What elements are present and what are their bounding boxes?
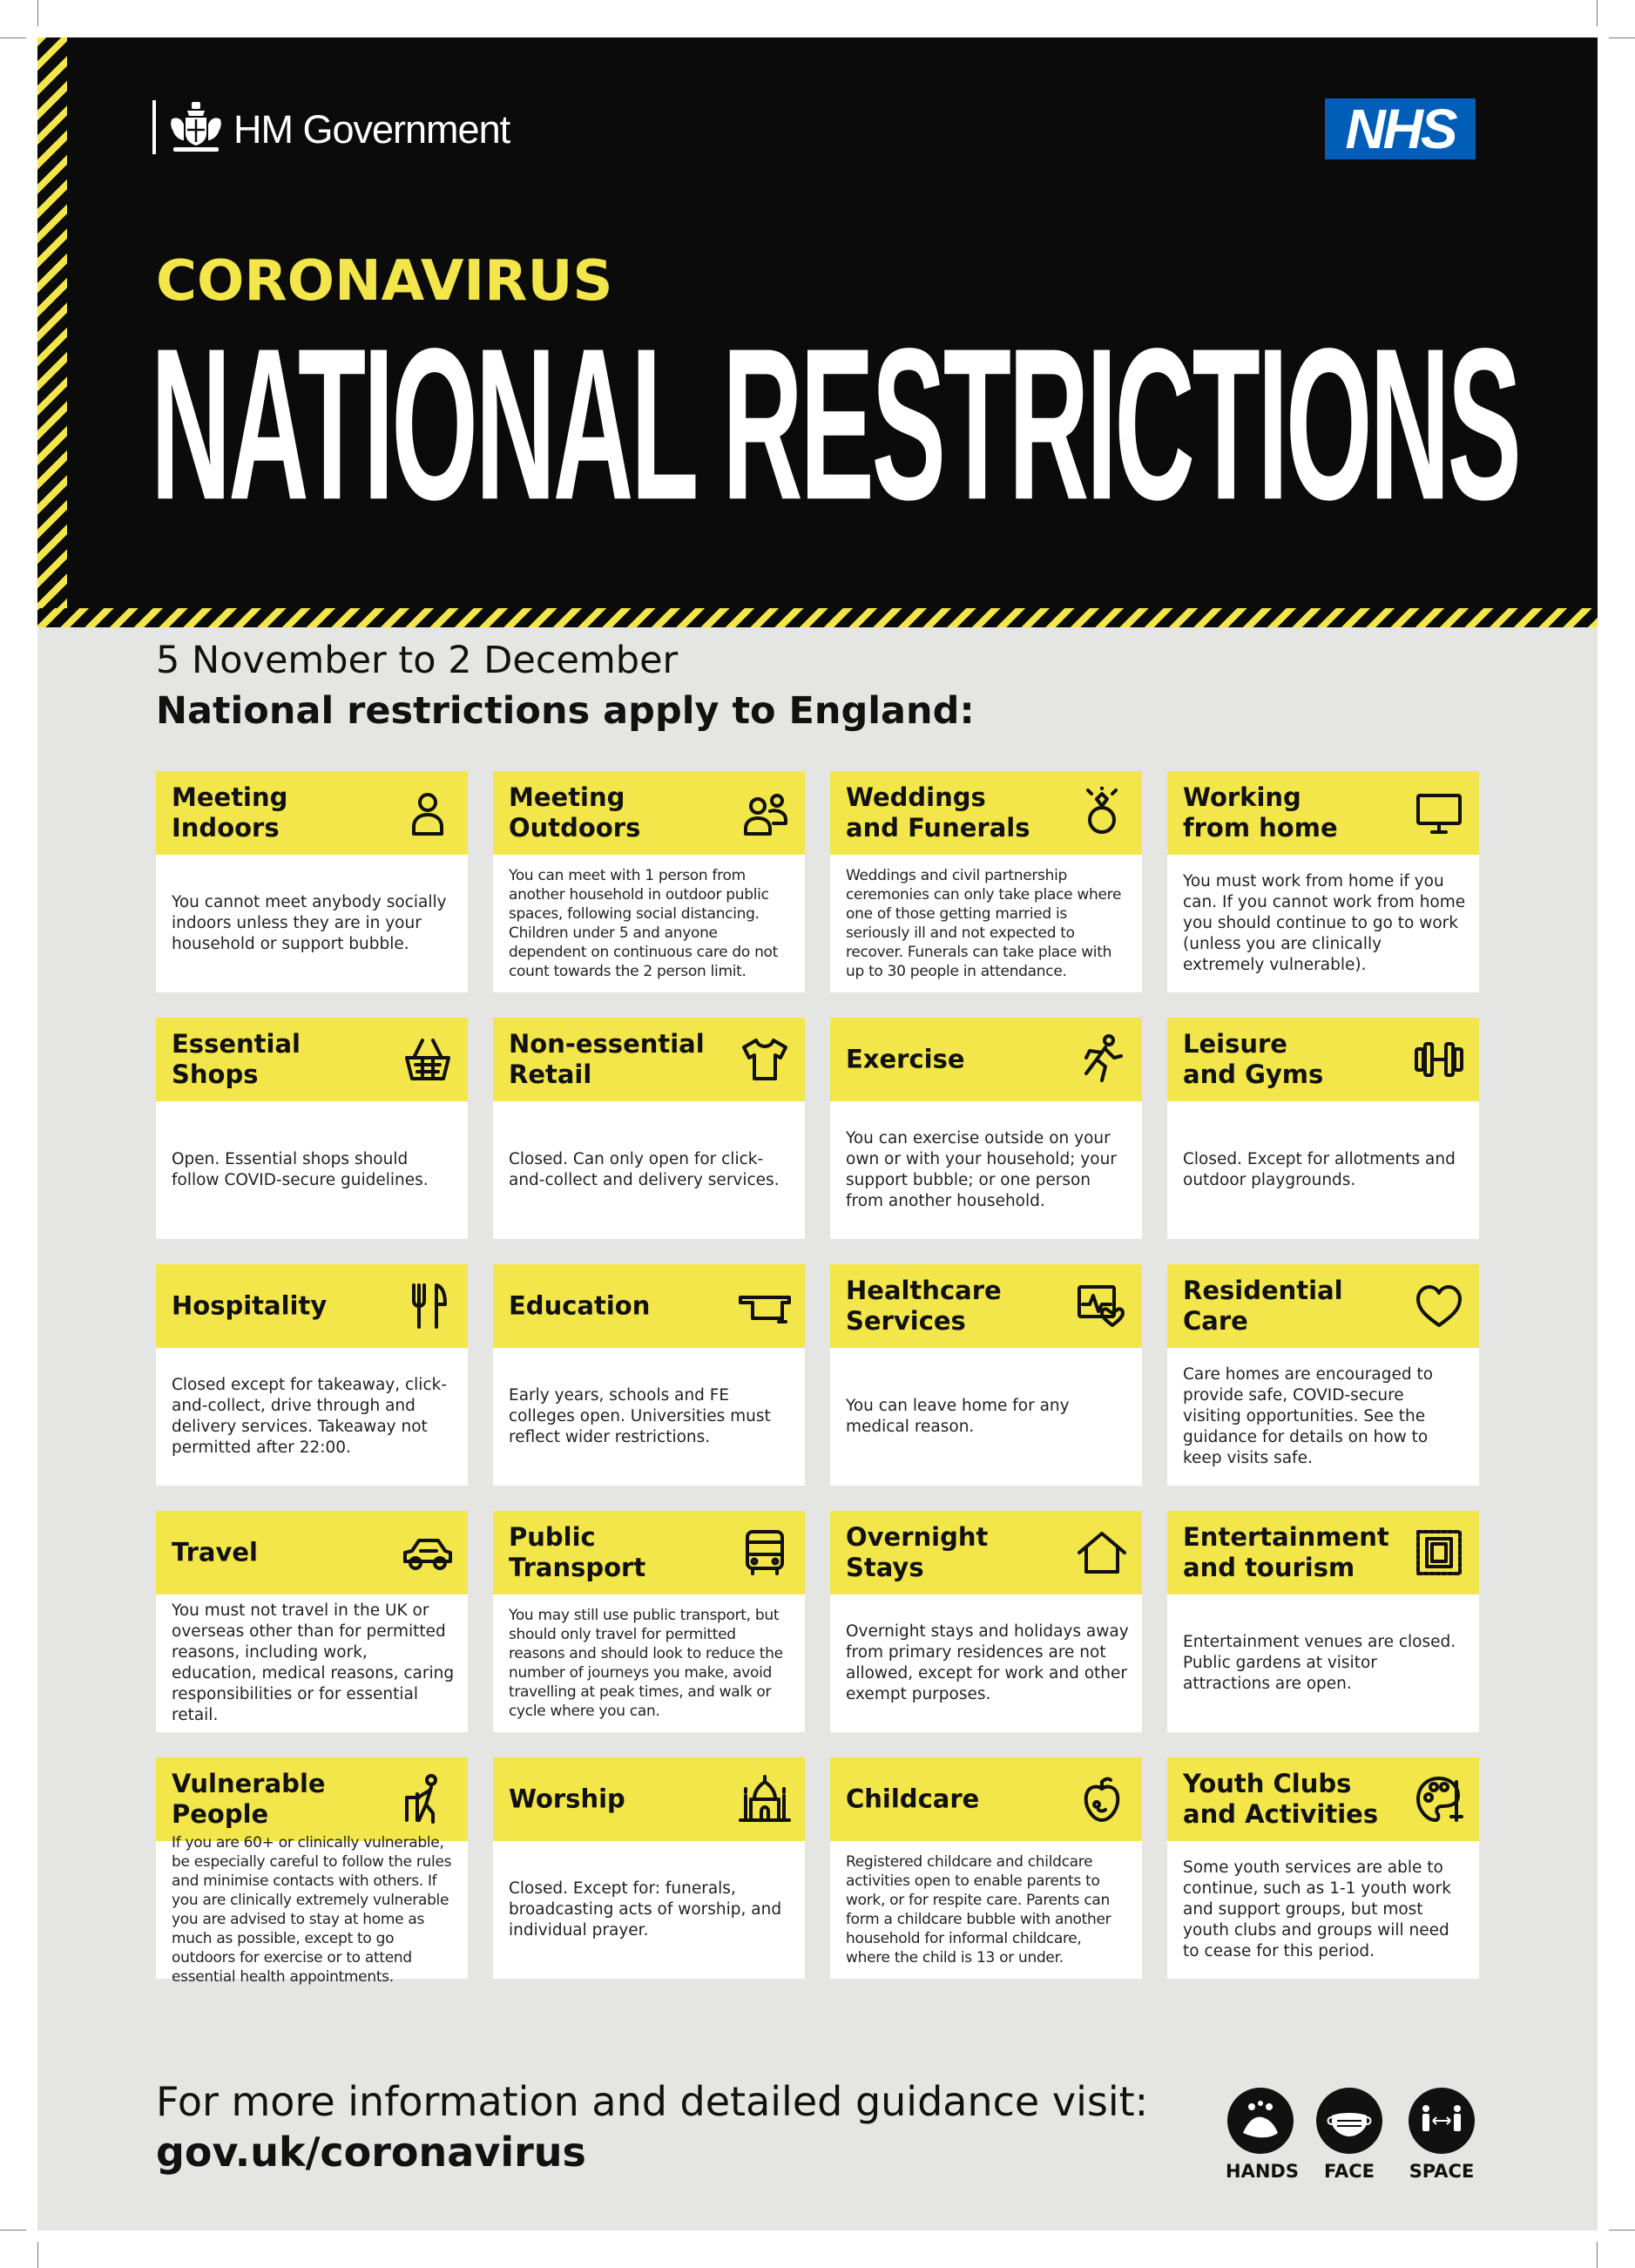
card-description: Open. Essential shops should follow COVID-secure guidelines. <box>172 1150 429 1189</box>
card-body <box>493 855 805 992</box>
card-body <box>156 1101 468 1239</box>
car-icon <box>402 1527 454 1579</box>
space-badge <box>1407 2088 1476 2182</box>
social-distance-icon <box>1415 2095 1468 2147</box>
card-header <box>1167 1264 1479 1348</box>
apple-icon <box>1076 1773 1128 1825</box>
page-title: NATIONAL RESTRICTIONS <box>151 302 1519 545</box>
date-range: 5 November to 2 December <box>156 639 679 682</box>
card-description: Closed. Except for: funerals, broadcasting acts of worship, and individual prayer. <box>509 1879 782 1940</box>
house-icon <box>1076 1527 1128 1579</box>
card-header <box>830 1018 1142 1101</box>
card-essential-shops <box>156 1018 468 1239</box>
card-title: Essential Shops <box>172 1029 301 1089</box>
card-title: Youth Clubs and Activities <box>1183 1769 1379 1829</box>
walker-icon <box>402 1773 454 1825</box>
runner-icon <box>1076 1033 1128 1086</box>
card-title: Weddings and Funerals <box>846 782 1030 843</box>
crop-mark <box>1609 2230 1635 2231</box>
card-youth-clubs-and-activities <box>1167 1757 1479 1979</box>
card-body <box>156 1834 468 1986</box>
hands-icon <box>1234 2095 1287 2147</box>
card-meeting-outdoors <box>493 771 805 992</box>
card-body <box>1167 1348 1479 1486</box>
face-label: FACE <box>1324 2161 1375 2182</box>
card-description: If you are 60+ or clinically vulnerable, be especially careful to follow the rules and minimise contacts with others. If you are clinically extremely vulnerable you are advised to stay at home as much as possible, except to go outdoors for exercise or to attend essential health appointments. <box>172 1834 452 1986</box>
tshirt-icon <box>739 1033 791 1086</box>
card-body <box>830 1841 1142 1979</box>
crop-mark <box>0 2230 26 2231</box>
card-header <box>156 1757 468 1841</box>
government-divider <box>152 100 156 154</box>
card-body <box>1167 1841 1479 1979</box>
card-header <box>156 1511 468 1594</box>
face-badge <box>1314 2088 1384 2182</box>
nhs-logo: NHS <box>1325 98 1476 159</box>
cutlery-icon <box>402 1280 454 1332</box>
card-title: Hospitality <box>172 1290 328 1321</box>
card-header <box>1167 1511 1479 1594</box>
poster <box>37 37 1598 2231</box>
card-header <box>830 1511 1142 1594</box>
card-body <box>830 1594 1142 1732</box>
mosque-icon <box>739 1773 791 1825</box>
card-body <box>156 855 468 992</box>
card-header <box>156 771 468 855</box>
card-header <box>156 1018 468 1101</box>
bus-icon <box>739 1527 791 1579</box>
card-title: Healthcare Services <box>846 1276 1002 1336</box>
crop-mark <box>1609 37 1635 38</box>
crop-mark <box>0 37 26 38</box>
card-childcare <box>830 1757 1142 1979</box>
paint-palette-icon <box>1413 1773 1465 1825</box>
crop-mark <box>1597 0 1598 26</box>
card-title: Public Transport <box>509 1522 646 1582</box>
card-body <box>493 1841 805 1979</box>
card-description: You must not travel in the UK or overseas other than for permitted reasons, including work, education, medical reasons, caring responsibilities or for essential retail. <box>172 1601 455 1724</box>
card-header <box>493 1511 805 1594</box>
card-description: Registered childcare and childcare activities open to enable parents to work, or for respite care. Parents can form a childcare bubble with another household for informal childcare, where the child is 13 or under. <box>846 1853 1111 1967</box>
government-name: HM Government <box>233 107 510 152</box>
card-overnight-stays <box>830 1511 1142 1732</box>
card-description: You can exercise outside on your own or with your household; your support bubble; or one person from another household. <box>846 1129 1117 1210</box>
card-title: Residential Care <box>1183 1276 1343 1336</box>
card-body <box>1167 1101 1479 1239</box>
card-description: You can meet with 1 person from another household in outdoor public spaces, following social distancing. Children under 5 and anyone dependent on continuous care do not count towards the 2 person limit. <box>509 867 779 980</box>
space-label: SPACE <box>1409 2161 1475 2182</box>
person-icon <box>402 787 454 839</box>
guidance-link[interactable]: gov.uk/coronavirus <box>156 2129 586 2176</box>
card-travel <box>156 1511 468 1732</box>
card-body <box>493 1348 805 1486</box>
card-title: Meeting Indoors <box>172 782 288 843</box>
face-mask-icon <box>1323 2095 1375 2147</box>
card-description: Care homes are encouraged to provide safe, COVID-secure visiting opportunities. See the guidance for details on how to keep visits safe. <box>1183 1365 1434 1467</box>
card-header <box>493 1264 805 1348</box>
hazard-stripe-left <box>37 37 67 608</box>
card-vulnerable-people <box>156 1757 468 1986</box>
card-header <box>493 771 805 855</box>
dumbbell-icon <box>1413 1033 1465 1086</box>
card-hospitality <box>156 1264 468 1486</box>
card-exercise <box>830 1018 1142 1239</box>
card-header <box>1167 1018 1479 1101</box>
card-title: Worship <box>509 1784 625 1814</box>
card-healthcare-services <box>830 1264 1142 1486</box>
card-title: Leisure and Gyms <box>1183 1029 1324 1089</box>
card-header <box>156 1264 468 1348</box>
card-header <box>1167 771 1479 855</box>
card-body <box>830 1101 1142 1239</box>
card-weddings-and-funerals <box>830 771 1142 992</box>
picture-frame-icon <box>1413 1527 1465 1579</box>
card-body <box>830 855 1142 992</box>
monitor-icon <box>1413 787 1465 839</box>
crop-mark <box>1597 2242 1598 2268</box>
basket-icon <box>402 1033 454 1086</box>
two-people-icon <box>739 787 791 839</box>
card-body <box>830 1348 1142 1486</box>
royal-crest-icon <box>168 100 224 154</box>
card-description: Closed. Can only open for click-and-collect and delivery services. <box>509 1150 780 1189</box>
card-description: Early years, schools and FE colleges open. Universities must reflect wider restrictions. <box>509 1386 771 1446</box>
crop-mark <box>37 0 38 26</box>
card-title: Meeting Outdoors <box>509 782 641 843</box>
card-residential-care <box>1167 1264 1479 1486</box>
card-title: Childcare <box>846 1784 980 1814</box>
card-title: Entertainment and tourism <box>1183 1522 1389 1582</box>
hands-badge <box>1226 2088 1299 2182</box>
card-non-essential-retail <box>493 1018 805 1239</box>
card-header <box>493 1018 805 1101</box>
card-entertainment-and-tourism <box>1167 1511 1479 1732</box>
heart-icon <box>1413 1280 1465 1332</box>
card-description: Overnight stays and holidays away from primary residences are not allowed, except for work and other exempt purposes. <box>846 1622 1129 1703</box>
card-description: Weddings and civil partnership ceremonies can only take place where one of those getting married is seriously ill and not expected to recover. Funerals can take place with up to 30 people in attendance. <box>846 867 1122 980</box>
card-header <box>830 1757 1142 1841</box>
card-body <box>1167 855 1479 992</box>
card-description: Entertainment venues are closed. Public gardens at visitor attractions are open. <box>1183 1633 1456 1693</box>
card-worship <box>493 1757 805 1979</box>
heart-monitor-icon <box>1076 1280 1128 1332</box>
card-header <box>1167 1757 1479 1841</box>
card-description: You can leave home for any medical reason. <box>846 1397 1070 1436</box>
card-education <box>493 1264 805 1486</box>
card-description: Closed. Except for allotments and outdoor playgrounds. <box>1183 1150 1456 1189</box>
card-body <box>156 1348 468 1486</box>
card-title: Vulnerable People <box>172 1769 326 1829</box>
card-body <box>493 1594 805 1732</box>
card-title: Working from home <box>1183 782 1338 843</box>
card-public-transport <box>493 1511 805 1732</box>
card-body <box>493 1101 805 1239</box>
graduation-cap-icon <box>739 1280 791 1332</box>
card-description: Some youth services are able to continue, such as 1-1 youth work and support groups, but most youth clubs and groups will need to cease for this period. <box>1183 1858 1451 1960</box>
card-description: You may still use public transport, but should only travel for permitted reasons and should look to reduce the number of journeys you make, avoid travelling at peak times, and walk or cycle where you can. <box>509 1607 783 1720</box>
card-description: You cannot meet anybody socially indoors unless they are in your household or support bubble. <box>172 893 447 953</box>
card-title: Travel <box>172 1537 258 1567</box>
more-info-text: For more information and detailed guidance visit: <box>156 2078 1149 2125</box>
card-header <box>493 1757 805 1841</box>
crop-mark <box>37 2242 38 2268</box>
card-title: Non-essential Retail <box>509 1029 705 1089</box>
restrictions-grid <box>156 771 1480 2004</box>
ring-icon <box>1076 787 1128 839</box>
card-description: You must work from home if you can. If you cannot work from home you should continue to go to work (unless you are clinically extremely vulnerable). <box>1183 872 1466 974</box>
card-body <box>1167 1594 1479 1732</box>
applies-heading: National restrictions apply to England: <box>156 689 975 733</box>
card-title: Education <box>509 1290 651 1321</box>
card-header <box>830 1264 1142 1348</box>
card-title: Overnight Stays <box>846 1522 989 1582</box>
card-title: Exercise <box>846 1044 965 1074</box>
card-header <box>830 771 1142 855</box>
hands-label: HANDS <box>1226 2161 1299 2182</box>
kicker-title: CORONAVIRUS <box>156 249 613 314</box>
card-description: Closed except for takeaway, click-and-collect, drive through and delivery services. Takeaway not permitted after 22:00. <box>172 1376 447 1457</box>
card-body <box>156 1594 468 1732</box>
card-meeting-indoors <box>156 771 468 992</box>
card-working-from-home <box>1167 771 1479 992</box>
card-leisure-and-gyms <box>1167 1018 1479 1239</box>
